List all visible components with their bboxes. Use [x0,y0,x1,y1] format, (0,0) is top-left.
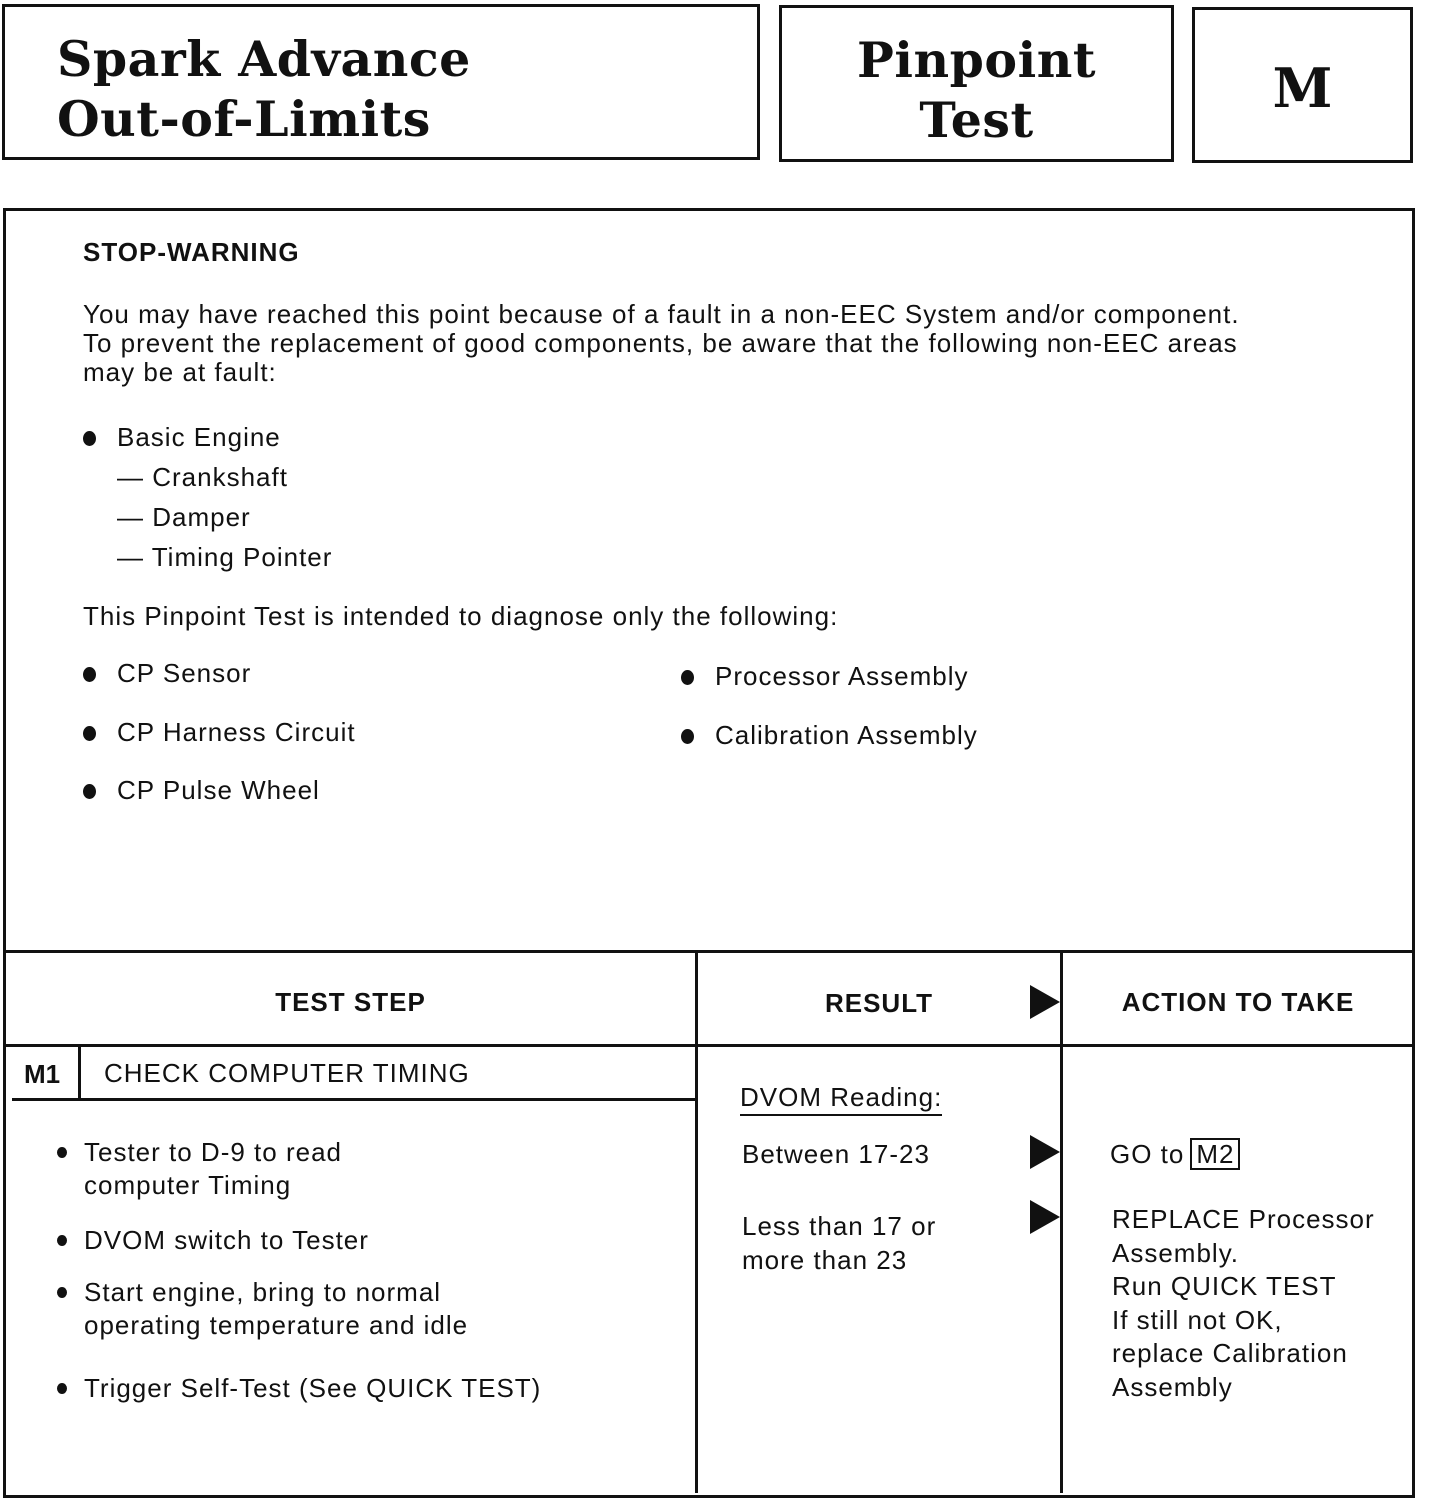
result-label: DVOM Reading: [740,1082,942,1116]
step-item-4-line-1: Trigger Self-Test (See QUICK TEST) [84,1373,542,1403]
step-item-4 [84,1372,541,1405]
title-line-1: Spark Advance [57,30,471,88]
sub-item-damper: — Damper [117,502,251,532]
table-header-rule [6,1044,1412,1047]
title-line-2: Out-of-Limits [57,90,431,148]
test-letter: M [1272,56,1333,120]
diagnose-intro: This Pinpoint Test is intended to diagnose only the following: [83,601,839,631]
result-range-ok: Between 17-23 [742,1139,930,1169]
header-arrow-icon [1030,985,1060,1019]
pinpoint-line-1: Pinpoint [857,31,1096,89]
basic-engine-item: Basic Engine [117,422,281,452]
sub-item-crankshaft: — Crankshaft [117,462,288,492]
pinpoint-line-2: Test [919,91,1034,149]
page-title [57,29,471,149]
diagnose-item-cp-sensor: CP Sensor [117,658,252,688]
title-box [2,4,760,160]
column-divider-2 [1060,953,1063,1493]
step-title: CHECK COMPUTER TIMING [104,1058,470,1088]
result-range-bad-line-1: Less than 17 or [742,1211,937,1241]
header-test-step: TEST STEP [275,987,426,1017]
step-item-1-line-2: computer Timing [84,1170,292,1200]
step-item-2-line-1: DVOM switch to Tester [84,1225,369,1255]
warning-para-line-1: You may have reached this point because of a fault in a non-EEC System and/or component. [83,299,1240,329]
action-line-2: Assembly. [1112,1237,1239,1268]
action-goto [1110,1138,1240,1170]
header-action: ACTION TO TAKE [1121,987,1355,1017]
diagnose-item-cp-pulse-wheel: CP Pulse Wheel [117,775,320,805]
diagnose-item-processor: Processor Assembly [715,661,969,691]
step-item-1 [84,1136,342,1202]
goto-m2-link[interactable]: M2 [1190,1138,1240,1170]
pinpoint-box [779,5,1174,162]
diagnose-item-calibration: Calibration Assembly [715,720,978,750]
result-range-bad [742,1209,936,1277]
warning-paragraph [83,300,1240,387]
action-line-3: Run QUICK TEST [1112,1271,1337,1301]
result-arrow-1-icon [1030,1135,1060,1169]
step-title-rule [12,1098,696,1101]
header-result: RESULT [824,988,934,1018]
action-line-4: If still not OK, [1112,1304,1283,1335]
sub-item-timing-pointer: — Timing Pointer [117,542,333,572]
step-id-divider [78,1047,81,1099]
result-range-bad-line-2: more than 23 [742,1245,908,1275]
step-item-3 [84,1276,468,1342]
step-item-2 [84,1224,369,1257]
test-letter-box [1192,7,1413,163]
column-divider-1 [695,953,698,1493]
pinpoint-label [782,30,1171,150]
action-goto-text: GO to [1110,1139,1185,1169]
step-item-3-line-2: operating temperature and idle [84,1310,469,1340]
result-arrow-2-icon [1030,1200,1060,1234]
step-item-3-line-1: Start engine, bring to normal [84,1277,442,1307]
step-item-1-line-1: Tester to D-9 to read [84,1137,342,1167]
table-top-rule [6,950,1412,953]
action-line-6: Assembly [1112,1371,1233,1402]
warning-para-line-3: may be at fault: [83,357,277,387]
warning-para-line-2: To prevent the replacement of good components, be aware that the following non-EEC areas [83,328,1238,358]
step-id: M1 [24,1059,61,1089]
action-line-1: REPLACE Processor [1112,1204,1375,1234]
diagnose-item-cp-harness: CP Harness Circuit [117,717,356,747]
action-line-5: replace Calibration [1112,1338,1348,1368]
warning-heading: STOP-WARNING [83,237,300,267]
action-replace [1112,1203,1375,1404]
